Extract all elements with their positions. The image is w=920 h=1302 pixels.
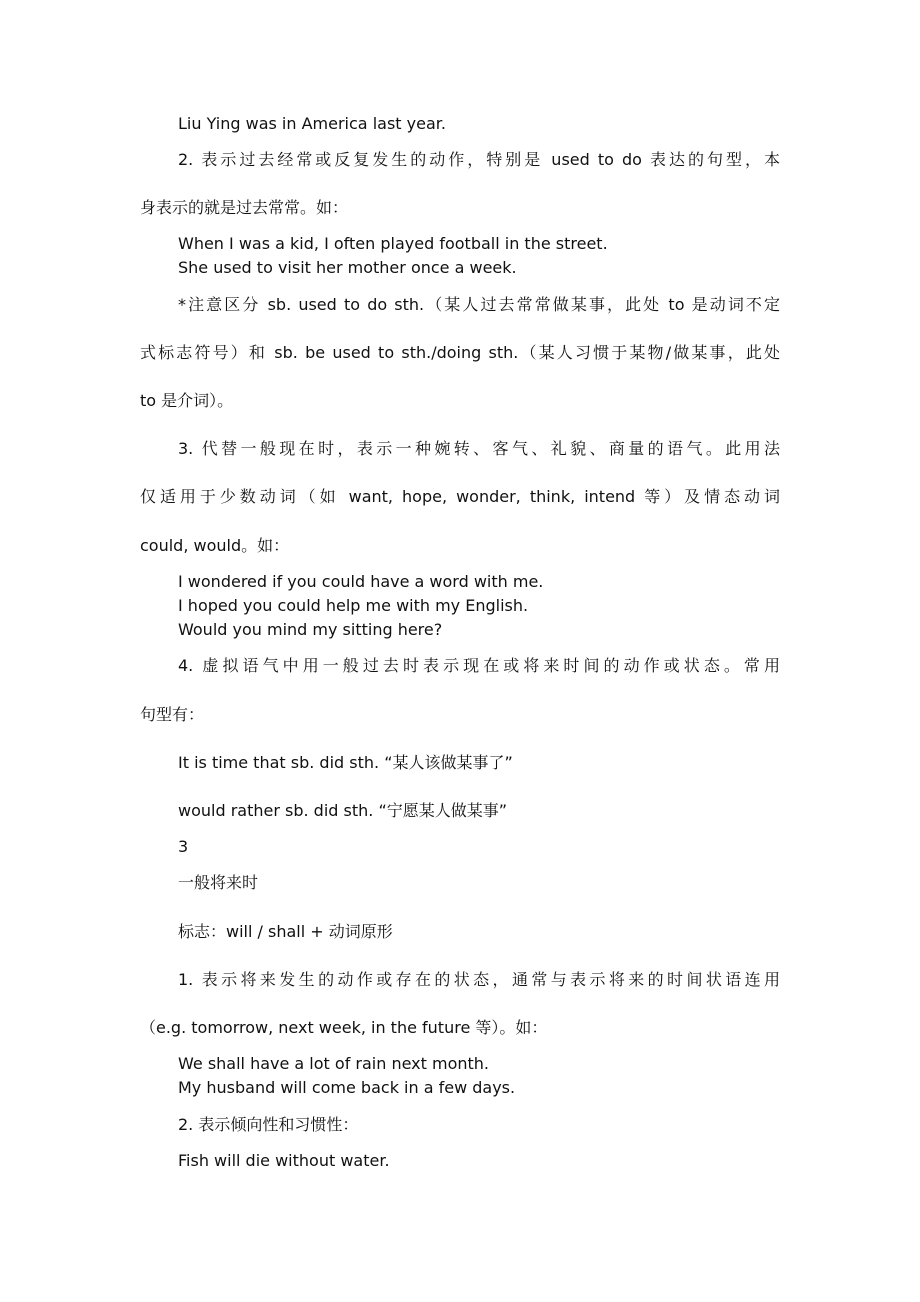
example-sentence: Would you mind my sitting here?	[178, 620, 443, 639]
rule-paragraph: 2. 表示倾向性和习惯性：	[178, 1115, 359, 1134]
note-paragraph-continuation: 式标志符号）和 sb. be used to sth./doing sth.（某人习惯于某物/做某事，此处	[140, 343, 780, 362]
rule-paragraph-continuation: 句型有：	[140, 705, 205, 724]
sentence-pattern: would rather sb. did sth. “宁愿某人做某事”	[178, 801, 508, 820]
example-sentence: She used to visit her mother once a week.	[178, 258, 517, 277]
example-sentence: Fish will die without water.	[178, 1151, 390, 1170]
example-sentence: I wondered if you could have a word with me.	[178, 572, 544, 591]
rule-paragraph-continuation: 身表示的就是过去常常。如：	[140, 198, 349, 217]
tense-marker: 标志：will / shall + 动词原形	[178, 922, 393, 941]
rule-paragraph: 4. 虚拟语气中用一般过去时表示现在或将来时间的动作或状态。常用	[178, 656, 780, 675]
note-paragraph: *注意区分 sb. used to do sth.（某人过去常常做某事，此处 to 是动词不定	[178, 295, 780, 314]
rule-paragraph: 2. 表示过去经常或反复发生的动作，特别是 used to do 表达的句型，本	[178, 150, 780, 169]
sentence-pattern: It is time that sb. did sth. “某人该做某事了”	[178, 753, 513, 772]
rule-paragraph-continuation: could, would。如：	[140, 536, 290, 555]
example-sentence: I hoped you could help me with my English.	[178, 596, 529, 615]
rule-paragraph-continuation: 仅适用于少数动词（如 want, hope, wonder, think, intend 等）及情态动词	[140, 487, 780, 506]
example-sentence: We shall have a lot of rain next month.	[178, 1054, 490, 1073]
example-sentence: Liu Ying was in America last year.	[178, 114, 446, 133]
rule-paragraph: 1. 表示将来发生的动作或存在的状态，通常与表示将来的时间状语连用	[178, 970, 780, 989]
example-sentence: My husband will come back in a few days.	[178, 1078, 516, 1097]
note-paragraph-continuation: to 是介词）。	[140, 391, 234, 410]
rule-paragraph-continuation: （e.g. tomorrow, next week, in the future 等）。如：	[140, 1018, 548, 1037]
rule-paragraph: 3. 代替一般现在时，表示一种婉转、客气、礼貌、商量的语气。此用法	[178, 439, 780, 458]
example-sentence: When I was a kid, I often played football in the street.	[178, 234, 608, 253]
section-heading: 一般将来时	[178, 873, 259, 892]
section-number: 3	[178, 837, 189, 856]
